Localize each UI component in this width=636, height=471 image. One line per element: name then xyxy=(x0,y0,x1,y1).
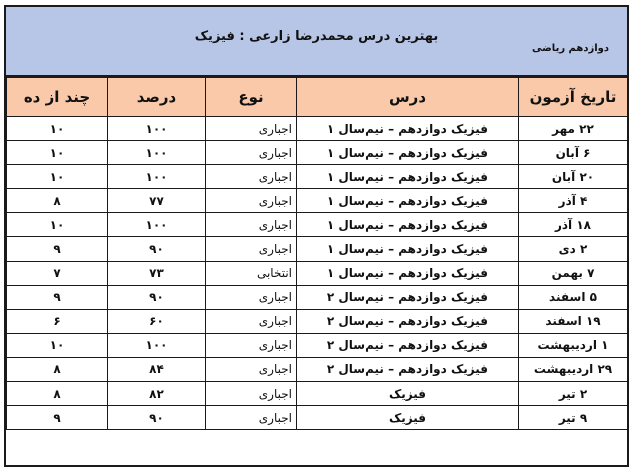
type-cell: اجباری xyxy=(206,237,297,261)
score-cell: ۷ xyxy=(7,261,108,285)
type-cell: انتخابی xyxy=(206,261,297,285)
report-banner xyxy=(6,7,627,77)
lesson-cell: فیزیک دوازدهم – نیم‌سال ۱ xyxy=(297,237,519,261)
type-cell: اجباری xyxy=(206,382,297,406)
percent-cell: ۹۰ xyxy=(108,406,206,430)
type-cell: اجباری xyxy=(206,117,297,141)
results-table xyxy=(6,77,628,430)
table-row xyxy=(7,285,628,309)
table-row xyxy=(7,406,628,430)
lesson-cell: فیزیک xyxy=(297,382,519,406)
table-row xyxy=(7,309,628,333)
table-row xyxy=(7,237,628,261)
type-cell: اجباری xyxy=(206,333,297,357)
type-cell: اجباری xyxy=(206,213,297,237)
lesson-cell: فیزیک دوازدهم – نیم‌سال ۱ xyxy=(297,261,519,285)
lesson-cell: فیزیک دوازدهم – نیم‌سال ۱ xyxy=(297,117,519,141)
column-header-percent: درصد xyxy=(108,78,206,117)
column-header-lesson: درس xyxy=(297,78,519,117)
percent-cell: ۱۰۰ xyxy=(108,165,206,189)
date-cell: ۲ تیر xyxy=(519,382,628,406)
column-header-type: نوع xyxy=(206,78,297,117)
table-row xyxy=(7,357,628,381)
table-row xyxy=(7,141,628,165)
percent-cell: ۶۰ xyxy=(108,309,206,333)
report-title: بهترین درس محمدرضا زارعی : فیزیک xyxy=(194,29,439,44)
date-cell: ۱ اردیبهشت xyxy=(519,333,628,357)
lesson-cell: فیزیک xyxy=(297,406,519,430)
column-header-date: تاریخ آزمون xyxy=(519,78,628,117)
grade-label: دوازدهم ریاضی xyxy=(532,43,609,54)
score-cell: ۸ xyxy=(7,357,108,381)
percent-cell: ۸۴ xyxy=(108,357,206,381)
percent-cell: ۱۰۰ xyxy=(108,333,206,357)
score-cell: ۹ xyxy=(7,406,108,430)
lesson-cell: فیزیک دوازدهم – نیم‌سال ۱ xyxy=(297,165,519,189)
percent-cell: ۱۰۰ xyxy=(108,141,206,165)
score-cell: ۹ xyxy=(7,237,108,261)
type-cell: اجباری xyxy=(206,165,297,189)
type-cell: اجباری xyxy=(206,141,297,165)
table-row xyxy=(7,382,628,406)
type-cell: اجباری xyxy=(206,285,297,309)
lesson-cell: فیزیک دوازدهم – نیم‌سال ۲ xyxy=(297,309,519,333)
score-cell: ۱۰ xyxy=(7,117,108,141)
table-row xyxy=(7,117,628,141)
table-row xyxy=(7,165,628,189)
type-cell: اجباری xyxy=(206,357,297,381)
table-row xyxy=(7,261,628,285)
table-row xyxy=(7,189,628,213)
table-header-row xyxy=(7,78,628,117)
score-cell: ۹ xyxy=(7,285,108,309)
score-cell: ۱۰ xyxy=(7,165,108,189)
score-cell: ۶ xyxy=(7,309,108,333)
date-cell: ۲ دی xyxy=(519,237,628,261)
lesson-cell: فیزیک دوازدهم – نیم‌سال ۱ xyxy=(297,213,519,237)
date-cell: ۲۹ اردیبهشت xyxy=(519,357,628,381)
date-cell: ۵ اسفند xyxy=(519,285,628,309)
date-cell: ۲۰ آبان xyxy=(519,165,628,189)
date-cell: ۲۲ مهر xyxy=(519,117,628,141)
type-cell: اجباری xyxy=(206,406,297,430)
percent-cell: ۸۲ xyxy=(108,382,206,406)
score-cell: ۱۰ xyxy=(7,333,108,357)
date-cell: ۹ تیر xyxy=(519,406,628,430)
lesson-cell: فیزیک دوازدهم – نیم‌سال ۲ xyxy=(297,333,519,357)
date-cell: ۶ آبان xyxy=(519,141,628,165)
percent-cell: ۱۰۰ xyxy=(108,213,206,237)
score-cell: ۱۰ xyxy=(7,213,108,237)
table-row xyxy=(7,333,628,357)
score-cell: ۸ xyxy=(7,189,108,213)
table-row xyxy=(7,213,628,237)
date-cell: ۱۹ اسفند xyxy=(519,309,628,333)
date-cell: ۴ آذر xyxy=(519,189,628,213)
score-cell: ۸ xyxy=(7,382,108,406)
type-cell: اجباری xyxy=(206,309,297,333)
report-frame xyxy=(4,5,629,467)
percent-cell: ۹۰ xyxy=(108,285,206,309)
type-cell: اجباری xyxy=(206,189,297,213)
score-cell: ۱۰ xyxy=(7,141,108,165)
lesson-cell: فیزیک دوازدهم – نیم‌سال ۱ xyxy=(297,189,519,213)
percent-cell: ۹۰ xyxy=(108,237,206,261)
percent-cell: ۱۰۰ xyxy=(108,117,206,141)
lesson-cell: فیزیک دوازدهم – نیم‌سال ۱ xyxy=(297,141,519,165)
date-cell: ۷ بهمن xyxy=(519,261,628,285)
column-header-score: چند از ده xyxy=(7,78,108,117)
lesson-cell: فیزیک دوازدهم – نیم‌سال ۲ xyxy=(297,357,519,381)
lesson-cell: فیزیک دوازدهم – نیم‌سال ۲ xyxy=(297,285,519,309)
percent-cell: ۷۳ xyxy=(108,261,206,285)
date-cell: ۱۸ آذر xyxy=(519,213,628,237)
percent-cell: ۷۷ xyxy=(108,189,206,213)
